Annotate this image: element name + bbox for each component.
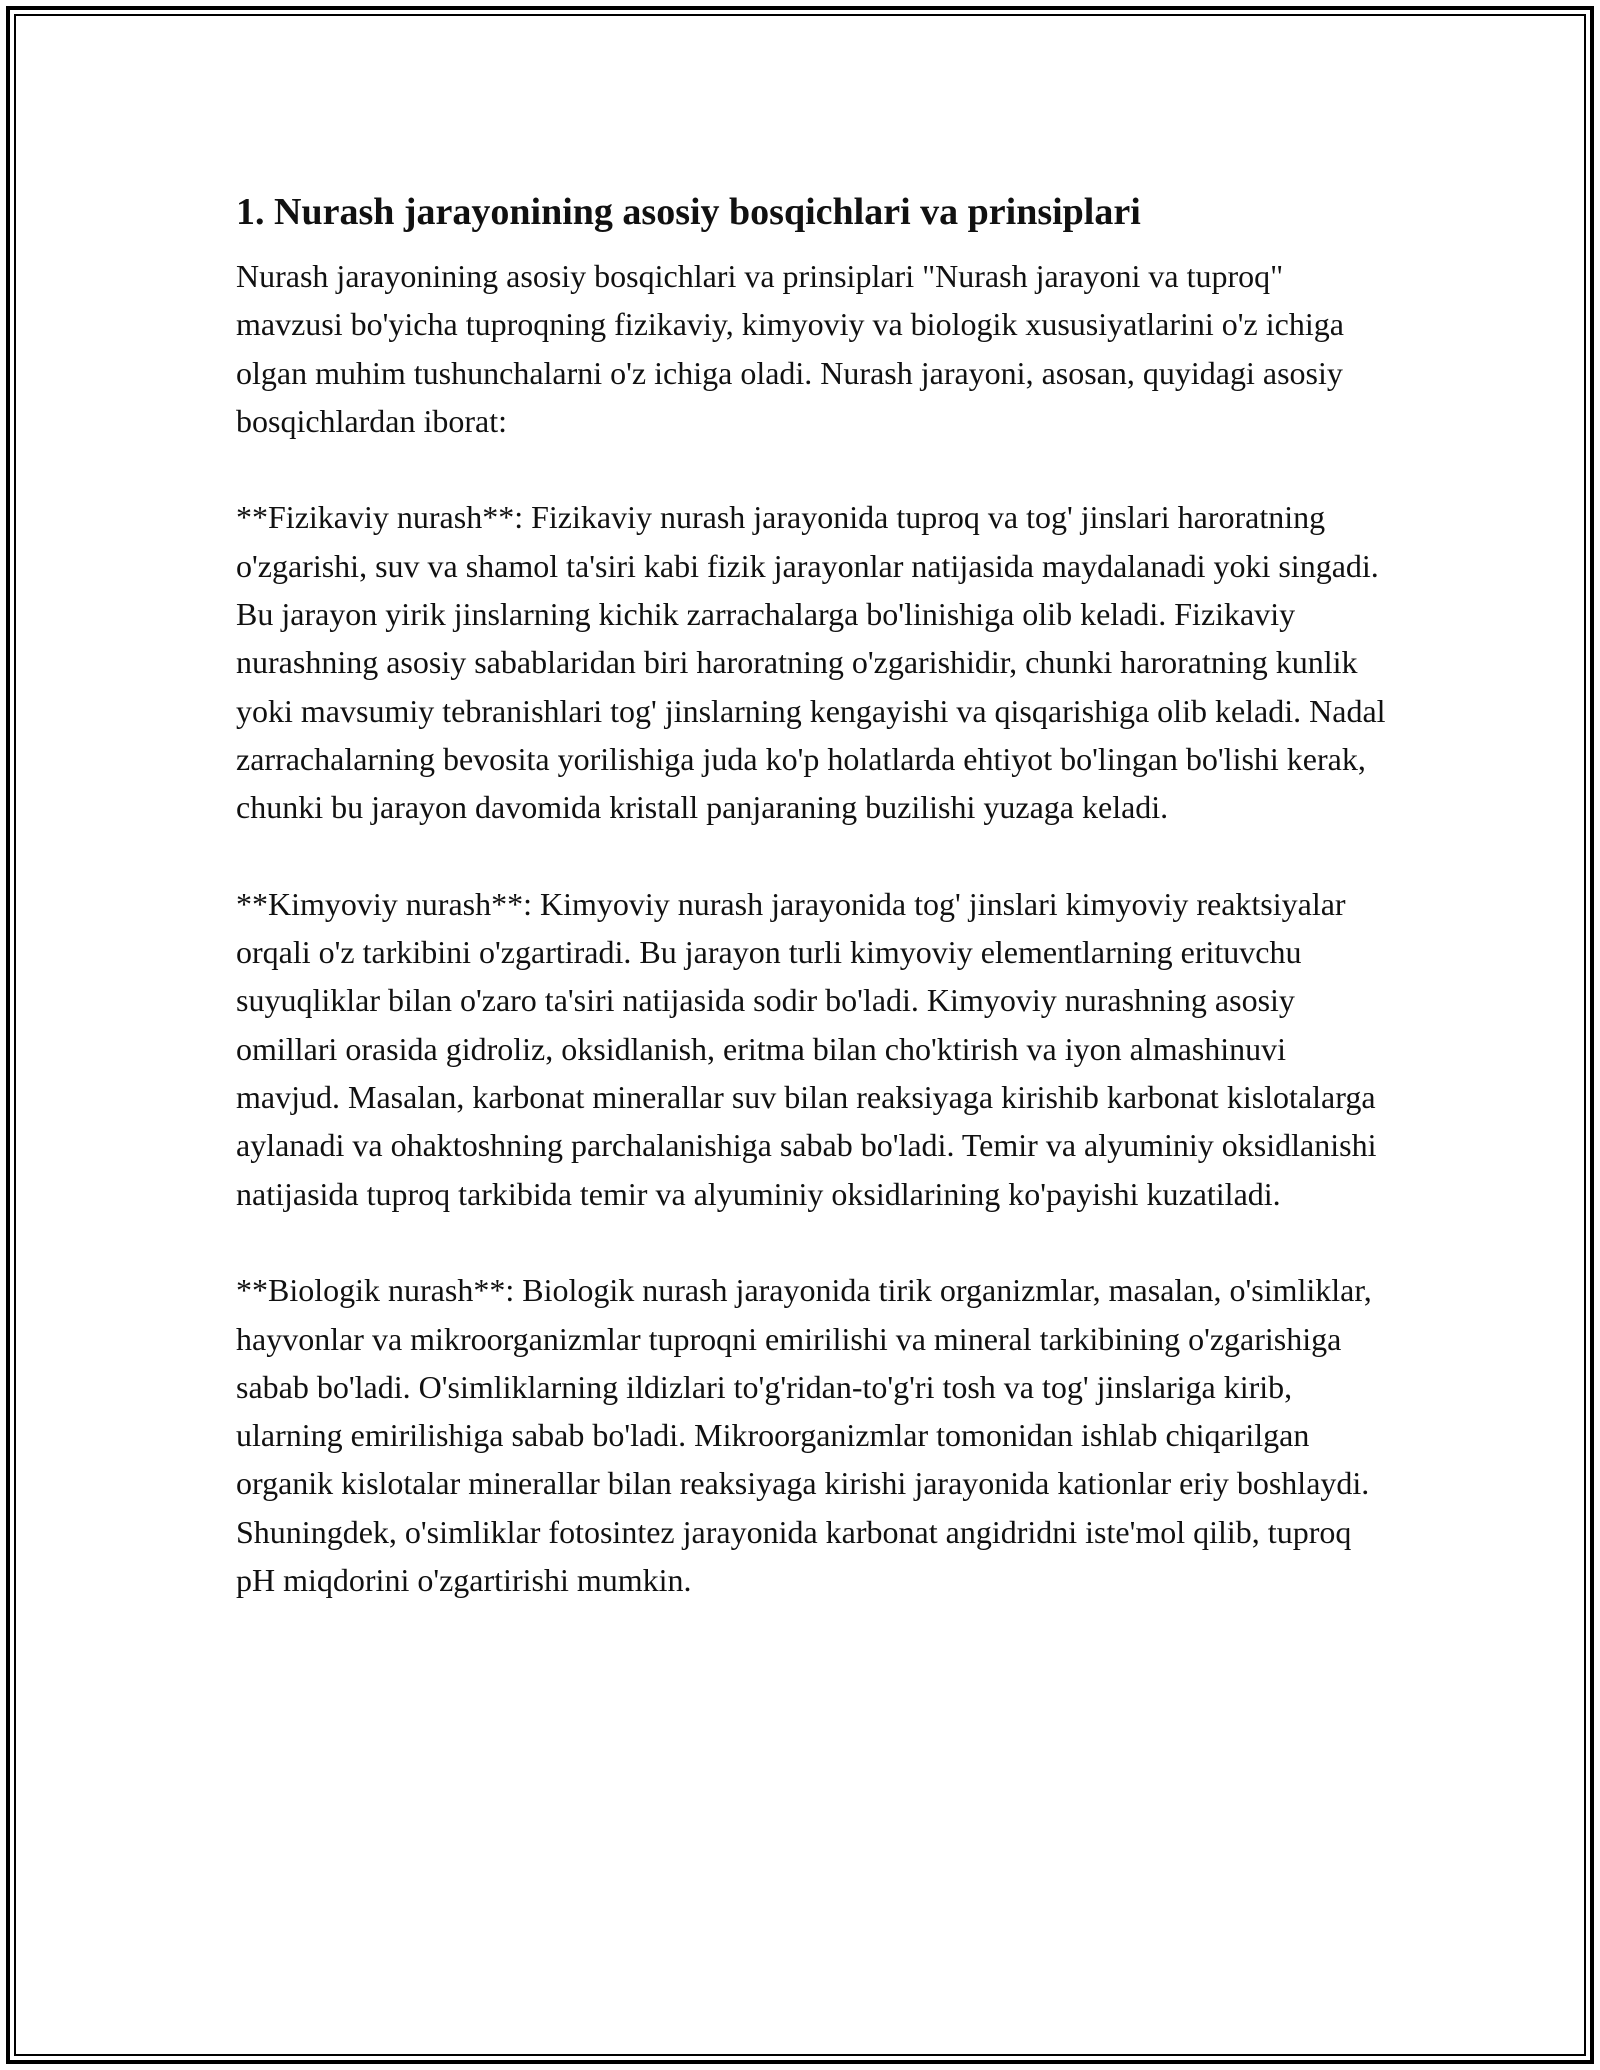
- section-heading: 1. Nurash jarayonining asosiy bosqichlari va prinsiplari: [236, 191, 1141, 233]
- document-body: [236, 186, 1386, 1653]
- paragraph-biological-weathering: **Biologik nurash**: Biologik nurash jarayonida tirik organizmlar, masalan, o'simliklar, hayvonlar va mikroorganizmlar tuproqni emirilishi va mineral tarkibining o'zgarishiga sabab bo'ladi. O'simliklarning ildizlari to'g'ridan-to'g'ri tosh va tog' jinslariga kirib, ularning emirilishiga sabab bo'ladi. Mikroorganizmlar tomonidan ishlab chiqarilgan organik kislotalar minerallar bilan reaksiyaga kirishi jarayonida kationlar eriy boshlaydi. Shuningdek, o'simliklar fotosintez jarayonida karbonat angidridni iste'mol qilib, tuproq pH miqdorini o'zgartirishi mumkin.: [236, 1272, 1372, 1599]
- paragraph-intro: Nurash jarayonining asosiy bosqichlari va prinsiplari "Nurash jarayoni va tuproq" mavzusi bo'yicha tuproqning fizikaviy, kimyoviy va biologik xususiyatlarini o'z ichiga olgan muhim tushunchalarni o'z ichiga oladi. Nurash jarayoni, asosan, quyidagi asosiy bosqichlardan iborat:: [236, 258, 1344, 439]
- paragraph-physical-weathering: **Fizikaviy nurash**: Fizikaviy nurash jarayonida tuproq va tog' jinslari haroratning o'zgarishi, suv va shamol ta'siri kabi fizik jarayonlar natijasida maydalanadi yoki singadi. Bu jarayon yirik jinslarning kichik zarrachalarga bo'linishiga olib keladi. Fizikaviy nurashning asosiy sabablaridan biri haroratning o'zgarishidir, chunki haroratning kunlik yoki mavsumiy tebranishlari tog' jinslarning kengayishi va qisqarishiga olib keladi. Nadal zarrachalarning bevosita yorilishiga juda ko'p holatlarda ehtiyot bo'lingan bo'lishi kerak, chunki bu jarayon davomida kristall panjaraning buzilishi yuzaga keladi.: [236, 499, 1386, 826]
- paragraph-chemical-weathering: **Kimyoviy nurash**: Kimyoviy nurash jarayonida tog' jinslari kimyoviy reaktsiyalar orqali o'z tarkibini o'zgartiradi. Bu jarayon turli kimyoviy elementlarning erituvchu suyuqliklar bilan o'zaro ta'siri natijasida sodir bo'ladi. Kimyoviy nurashning asosiy omillari orasida gidroliz, oksidlanish, eritma bilan cho'ktirish va iyon almashinuvi mavjud. Masalan, karbonat minerallar suv bilan reaksiyaga kirishib karbonat kislotalarga aylanadi va ohaktoshning parchalanishiga sabab bo'ladi. Temir va alyuminiy oksidlanishi natijasida tuproq tarkibida temir va alyuminiy oksidlarining ko'payishi kuzatiladi.: [236, 885, 1377, 1212]
